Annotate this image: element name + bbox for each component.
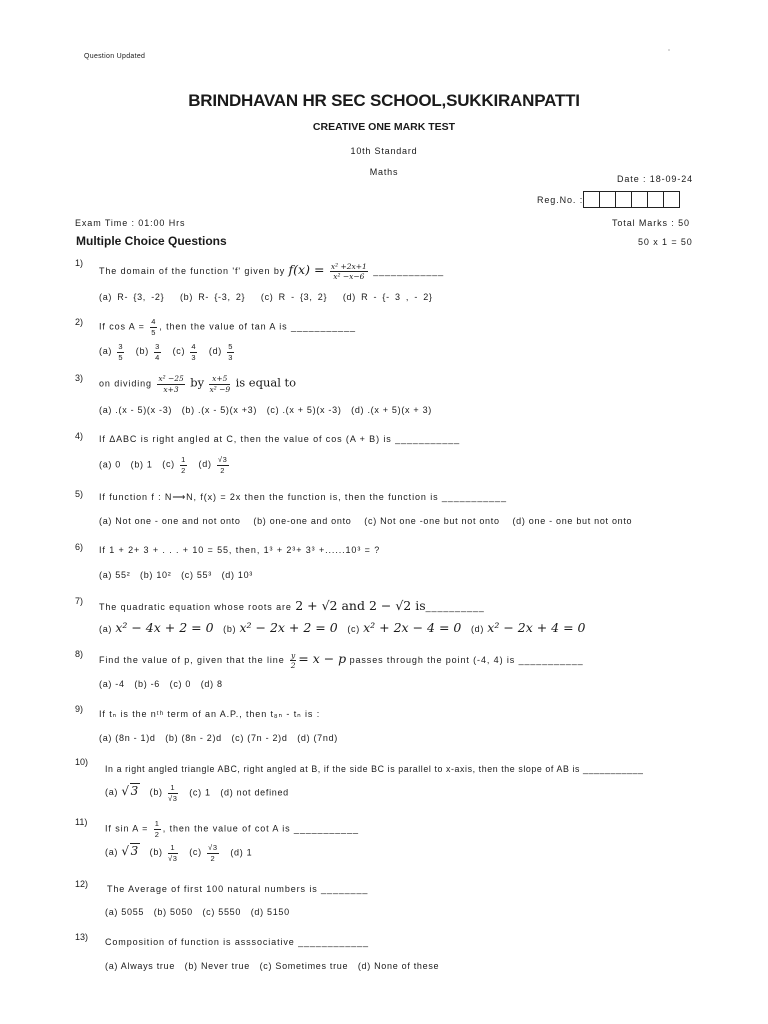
option-d[interactable]: (d) 8	[200, 679, 223, 689]
question-text: In a right angled triangle ABC, right angled at B, if the side BC is parallel to x-axis, then the slope of AB is ___________	[105, 764, 644, 774]
option-c[interactable]	[162, 455, 189, 475]
option-letter: (b)	[149, 847, 163, 858]
fraction-denominator: 2	[181, 465, 186, 475]
question-number: 2)	[75, 317, 84, 327]
fraction	[330, 263, 368, 281]
option-row	[99, 620, 586, 635]
option-c[interactable]: (c) 55³	[181, 570, 212, 580]
option-d[interactable]: (d) .(x + 5)(x + 3)	[351, 405, 432, 415]
fraction-denominator: x² −9	[209, 384, 231, 394]
option-letter: (b)	[223, 624, 237, 634]
fraction-numerator: x² +2x+1	[330, 261, 367, 271]
fraction	[190, 343, 197, 361]
question-text: If 1 + 2+ 3 + . . . + 10 = 55, then, 1³ + 2³+ 3³ +......10³ = ?	[99, 545, 381, 555]
fraction-numerator: √3	[208, 843, 218, 852]
option-b[interactable]: (b) -6	[134, 679, 161, 689]
option-a[interactable]: (a) .(x - 5)(x -3)	[99, 405, 173, 415]
standard-label: 10th Standard	[350, 146, 418, 156]
option-b[interactable]: (b) 5050	[153, 907, 193, 917]
option-a[interactable]: (a) 0	[99, 459, 122, 470]
option-a[interactable]: (a) 55²	[99, 570, 131, 580]
answer-blank: __________	[425, 602, 485, 612]
option-equation: x² − 2x + 2 = 0	[239, 620, 338, 635]
fraction-denominator: 3	[191, 352, 197, 362]
question-body-tail: , then the value of cot A is ___________	[162, 823, 359, 834]
math-word: by	[190, 375, 205, 390]
math-lhs: f(x) =	[288, 262, 325, 277]
exam-time: Exam Time : 01:00 Hrs	[75, 218, 186, 228]
option-c[interactable]: (c) 5550	[202, 907, 242, 917]
option-a[interactable]: (a) Not one - one and not onto	[99, 516, 241, 526]
option-letter: (c)	[189, 847, 202, 858]
question-number: 11)	[75, 817, 88, 827]
option-a[interactable]	[99, 342, 126, 362]
question-body: The quadratic equation whose roots are	[99, 602, 292, 612]
option-c[interactable]: (c) Not one -one but not onto	[364, 516, 500, 526]
option-d[interactable]: (d) not defined	[220, 787, 289, 798]
fraction-denominator: √3	[167, 853, 178, 863]
test-name: CREATIVE ONE MARK TEST	[312, 121, 456, 133]
fraction-denominator: 4	[155, 352, 160, 362]
fraction-numerator: 1	[154, 819, 160, 828]
question-body: If cos A =	[99, 321, 145, 332]
question-text	[105, 820, 359, 838]
fraction-denominator: 5	[118, 352, 124, 362]
question-number: 4)	[75, 431, 84, 441]
fraction	[290, 652, 296, 670]
option-a[interactable]: (a) Always true	[105, 961, 176, 971]
question-updated-label: Question Updated	[84, 53, 146, 60]
option-b[interactable]	[149, 783, 180, 803]
option-b[interactable]: (b) (8n - 2)d	[165, 733, 222, 743]
reg-box[interactable]	[663, 191, 680, 208]
section-marks: 50 x 1 = 50	[638, 237, 693, 247]
fraction	[154, 820, 161, 838]
option-letter: (c)	[347, 624, 360, 634]
question-text	[99, 318, 356, 336]
decorative-dot	[668, 49, 670, 51]
option-letter: (b)	[149, 787, 163, 798]
question-number: 8)	[75, 649, 84, 659]
question-number: 7)	[75, 596, 84, 606]
option-equation: x² − 2x + 4 = 0	[487, 620, 586, 635]
fraction	[209, 375, 230, 393]
fraction-numerator: y	[291, 650, 296, 660]
question-body-tail: passes through the point (-4, 4) is ___________	[349, 655, 584, 665]
question-text	[99, 651, 584, 670]
fraction-numerator: √3	[217, 455, 228, 464]
option-c[interactable]: (c) 0	[169, 679, 192, 689]
question-text: Composition of function is asssociative ____________	[105, 937, 369, 947]
option-d[interactable]	[208, 342, 236, 362]
option-row	[99, 679, 223, 689]
option-d[interactable]	[470, 620, 586, 635]
option-letter: (c)	[172, 346, 186, 357]
option-d[interactable]: (d) None of these	[357, 961, 440, 971]
reg-no-label: Reg.No. :	[537, 195, 584, 205]
fraction-denominator: 2	[154, 829, 160, 839]
fraction	[154, 343, 161, 361]
option-b[interactable]: (b) 1	[130, 459, 153, 470]
question-number: 12)	[75, 879, 89, 889]
math-phrase: is equal to	[235, 375, 297, 390]
subject-label: Maths	[369, 167, 399, 177]
reg-box[interactable]	[599, 191, 616, 208]
option-c[interactable]	[347, 620, 462, 635]
option-a[interactable]: (a) (8n - 1)d	[99, 733, 156, 743]
question-text	[99, 375, 296, 393]
fraction-numerator: 5	[228, 342, 234, 351]
option-letter: (d)	[198, 459, 212, 470]
option-a[interactable]: (a) R- {3, -2}	[99, 292, 165, 302]
option-row	[99, 456, 231, 474]
option-b[interactable]: (b) one-one and onto	[253, 516, 352, 526]
roots-expression: 2 + √2 and 2 − √2 is	[295, 598, 426, 613]
option-c[interactable]: (c) Sometimes true	[259, 961, 349, 971]
radicand: 3	[130, 784, 140, 799]
fraction-numerator: 3	[118, 342, 124, 351]
option-d[interactable]: (d) R - {- 3 , - 2}	[342, 292, 433, 302]
option-letter: (a)	[105, 847, 119, 858]
option-a[interactable]	[99, 620, 214, 635]
question-number: 9)	[75, 704, 84, 714]
fraction-denominator: 5	[151, 327, 157, 337]
option-a[interactable]	[105, 844, 140, 859]
fraction	[117, 343, 124, 361]
fraction-numerator: 1	[168, 784, 178, 794]
question-number: 13)	[75, 932, 89, 942]
exam-date: Date : 18-09-24	[617, 174, 694, 184]
fraction	[168, 784, 178, 802]
question-text	[99, 262, 444, 281]
option-a[interactable]: (a) 5055	[105, 907, 145, 917]
question-body: The domain of the function 'f' given by	[99, 266, 286, 276]
option-equation: x² + 2x − 4 = 0	[363, 620, 462, 635]
fraction	[227, 343, 234, 361]
fraction-numerator: 4	[191, 342, 197, 351]
option-equation: x² − 4x + 2 = 0	[115, 620, 214, 635]
question-body: If sin A =	[105, 823, 149, 834]
option-d[interactable]	[198, 455, 231, 475]
option-letter: (a)	[99, 346, 113, 357]
fraction-numerator: x+5	[209, 375, 230, 385]
option-row	[99, 733, 338, 743]
fraction	[168, 844, 178, 862]
option-row	[105, 961, 439, 971]
fraction	[217, 456, 229, 474]
fraction-denominator: √3	[167, 793, 178, 803]
fraction-denominator: 2	[220, 465, 226, 475]
option-b[interactable]	[149, 843, 180, 863]
option-c[interactable]	[172, 342, 200, 362]
option-letter: (a)	[105, 787, 119, 798]
option-letter: (a)	[99, 624, 113, 634]
question-text: The Average of first 100 natural numbers is ________	[107, 884, 369, 894]
question-body: on dividing	[99, 378, 152, 389]
line-equation: = x − p	[298, 651, 347, 666]
fraction-numerator: 1	[168, 844, 178, 854]
fraction-numerator: 1	[181, 455, 186, 464]
option-row	[99, 292, 433, 302]
section-title: Multiple Choice Questions	[76, 234, 227, 248]
reg-box[interactable]	[583, 191, 600, 208]
question-number: 5)	[75, 489, 84, 499]
question-text: If tₙ is the nᵗʰ term of an A.P., then t₈ₙ - tₙ is :	[99, 709, 321, 719]
option-d[interactable]: (d) 5150	[250, 907, 290, 917]
question-number: 10)	[75, 757, 89, 767]
reg-box[interactable]	[615, 191, 632, 208]
option-c[interactable]: (c) .(x + 5)(x -3)	[266, 405, 342, 415]
fraction-numerator: x² −25	[158, 374, 184, 383]
question-number: 6)	[75, 542, 84, 552]
fraction-denominator: 2	[210, 853, 216, 863]
option-letter: (d)	[208, 346, 222, 357]
option-row	[105, 784, 289, 802]
option-row	[99, 405, 432, 415]
fraction	[157, 375, 184, 393]
option-letter: (b)	[135, 346, 149, 357]
option-b[interactable]	[223, 620, 338, 635]
question-text	[99, 598, 485, 613]
option-a[interactable]	[105, 784, 140, 799]
option-d[interactable]: (d) 1	[230, 847, 253, 858]
question-number: 1)	[75, 258, 84, 268]
option-b[interactable]: (b) R- {-3, 2}	[179, 292, 246, 302]
question-body: Find the value of p, given that the line	[99, 655, 285, 665]
option-row	[99, 516, 632, 526]
option-b[interactable]	[135, 342, 163, 362]
fraction	[180, 456, 187, 474]
fraction	[150, 318, 157, 336]
option-d[interactable]: (d) one - one but not onto	[512, 516, 633, 526]
fraction-numerator: 3	[155, 342, 160, 351]
option-letter: (c)	[162, 459, 175, 470]
school-name: BRINDHAVAN HR SEC SCHOOL,SUKKIRANPATTI	[188, 91, 580, 110]
reg-no-boxes	[584, 191, 680, 209]
fraction	[207, 844, 219, 862]
option-c[interactable]: (c) 1	[189, 787, 211, 798]
fraction-denominator: x² −x−6	[333, 272, 365, 282]
fraction-denominator: 3	[228, 352, 234, 362]
option-row	[105, 844, 252, 862]
answer-blank: ____________	[373, 266, 445, 276]
fraction-denominator: 2	[290, 661, 296, 671]
total-marks: Total Marks : 50	[612, 218, 690, 228]
reg-box[interactable]	[647, 191, 664, 208]
question-body-tail: , then the value of tan A is ___________	[159, 321, 356, 332]
question-text: If ΔABC is right angled at C, then the value of cos (A + B) is ___________	[99, 434, 461, 444]
option-b[interactable]: (b) Never true	[184, 961, 250, 971]
option-c[interactable]: (c) R - {3, 2}	[260, 292, 328, 302]
fraction-numerator: 4	[151, 317, 157, 326]
option-row	[99, 570, 253, 580]
option-row	[99, 343, 236, 361]
option-row	[105, 907, 290, 917]
option-d[interactable]: (d) 10³	[221, 570, 253, 580]
option-b[interactable]: (b) 10²	[140, 570, 172, 580]
question-text: If function f : N⟶N, f(x) = 2x then the function is, then the function is ___________	[99, 492, 507, 502]
sqrt-expression: √3	[121, 784, 140, 799]
option-c[interactable]	[189, 843, 221, 863]
sqrt-expression: √3	[121, 844, 140, 859]
option-a[interactable]: (a) -4	[99, 679, 125, 689]
radicand: 3	[130, 844, 140, 859]
option-d[interactable]: (d) (7nd)	[297, 733, 338, 743]
question-number: 3)	[75, 373, 84, 383]
fraction-denominator: x+3	[163, 384, 179, 394]
option-letter: (d)	[470, 624, 485, 634]
option-c[interactable]: (c) (7n - 2)d	[231, 733, 288, 743]
option-b[interactable]: (b) .(x - 5)(x +3)	[181, 405, 258, 415]
reg-box[interactable]	[631, 191, 648, 208]
